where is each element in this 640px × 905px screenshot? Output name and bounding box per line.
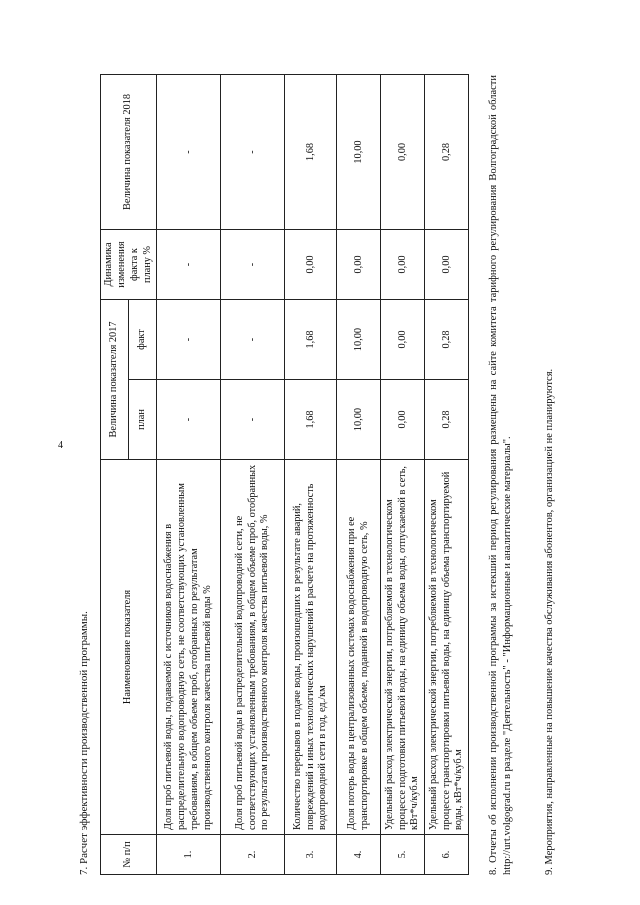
row-num: 6. (425, 835, 469, 875)
row-value-2018: 0,00 (381, 75, 425, 230)
table-row (381, 75, 425, 875)
row-dynamics: 0,00 (425, 230, 469, 300)
row-name: Доля проб питьевой воды, подаваемой с источников водоснабжения в распределительную водопроводную сеть, не соответствующих установленным требованиям, в общем объеме проб, отобранных по результатам производственного контроля качества питьевой воды % (157, 460, 221, 835)
header-value-2018: Величина показателя 2018 (101, 75, 157, 230)
row-fact: 1,68 (285, 300, 337, 380)
row-num: 1. (157, 835, 221, 875)
note-reports: 8. Отчеты об исполнении производственной программы за истекший период регулирования размещены на сайте комитета тарифного регулирования Волгоградской области http://urt.volgograd.ru в разделе "Деятельность" - "Информационные и аналитические материалы". (488, 75, 514, 875)
row-name: Удельный расход электрической энергии, потребляемой в технологическом процессе транспортировки питьевой воды, на единицу объема транспортируемой воды, кВт*ч/куб.м (425, 460, 469, 835)
row-name: Количество перерывов в подаче воды, произошедших в результате аварий, повреждений и иных технологических нарушений в расчете на протяженность водопроводной сети в год, ед./км (285, 460, 337, 835)
header-fact: факт (129, 300, 157, 380)
row-plan: 1,68 (285, 380, 337, 460)
header-group-2017: Величина показателя 2017 (101, 300, 129, 460)
table-row (285, 75, 337, 875)
row-plan: 0,28 (425, 380, 469, 460)
row-plan: 10,00 (337, 380, 381, 460)
row-value-2018: 10,00 (337, 75, 381, 230)
row-dynamics: 0,00 (285, 230, 337, 300)
table-row (157, 75, 221, 875)
page-number: 4 (58, 440, 63, 451)
row-fact: 0,28 (425, 300, 469, 380)
header-num: № п/п (101, 835, 157, 875)
table-row (425, 75, 469, 875)
row-fact: 0,00 (381, 300, 425, 380)
rotated-content (20, 40, 620, 885)
row-dynamics: 0,00 (337, 230, 381, 300)
table-row (337, 75, 381, 875)
row-plan: - (221, 380, 285, 460)
row-dynamics: 0,00 (381, 230, 425, 300)
row-value-2018: 1,68 (285, 75, 337, 230)
row-num: 5. (381, 835, 425, 875)
row-num: 2. (221, 835, 285, 875)
row-fact: - (157, 300, 221, 380)
table-row (221, 75, 285, 875)
row-num: 3. (285, 835, 337, 875)
efficiency-table (100, 74, 469, 875)
row-value-2018: - (157, 75, 221, 230)
row-dynamics: - (221, 230, 285, 300)
note-measures: 9. Мероприятия, направленные на повышение качества обслуживания абонентов, организацией не планируются. (544, 368, 555, 875)
row-value-2018: 0,28 (425, 75, 469, 230)
row-plan: 0,00 (381, 380, 425, 460)
section-heading: 7. Расчет эффективности производственной программы. (78, 611, 90, 875)
row-name: Доля проб питьевой воды в распределительной водопроводной сети, не соответствующих установленным требованиям, в общем объеме проб, отобранных по результатам производственного контроля качества питьевой воды, % (221, 460, 285, 835)
row-dynamics: - (157, 230, 221, 300)
row-name: Доля потерь воды в централизованных системах водоснабжения при ее транспортировке в общем объеме, поданной в водопроводную сеть, % (337, 460, 381, 835)
row-plan: - (157, 380, 221, 460)
row-num: 4. (337, 835, 381, 875)
header-name: Наименование показателя (101, 460, 157, 835)
header-plan: план (129, 380, 157, 460)
row-fact: 10,00 (337, 300, 381, 380)
row-fact: - (221, 300, 285, 380)
row-value-2018: - (221, 75, 285, 230)
row-name: Удельный расход электрической энергии, потребляемой в технологическом процессе подготовки питьевой воды, на единицу объема воды, отпускаемой в сеть, кВт*ч/куб.м (381, 460, 425, 835)
header-dynamics: Динамика изменения факта к плану % (101, 230, 157, 300)
